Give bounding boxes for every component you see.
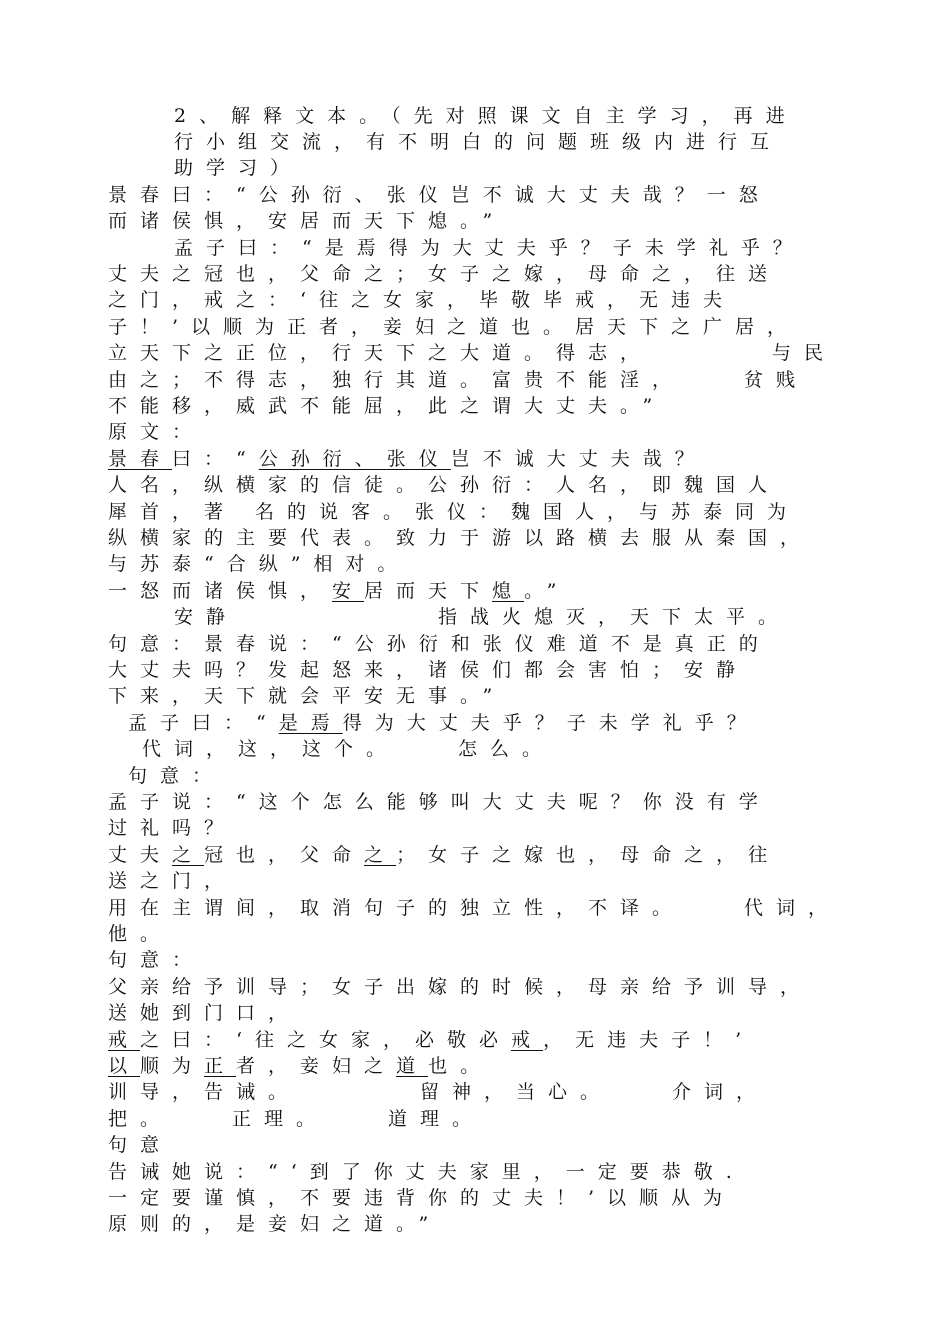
text-line: 戒之曰：‘往之女家，必敬必戒，无违夫子！’ [108,1029,755,1051]
text-line: 孟子曰：“是焉得为大丈夫乎？子未学礼乎？ [174,237,805,259]
text-line: 纵横家的主要代表。致力于游以路横去服从秦国， [108,527,813,549]
text-line: 大丈夫吗？发起怒来，诸侯们都会害怕；安静 [108,659,749,681]
text-line: 行小组交流，有不明白的问题班级内进行互 [174,131,783,153]
text-line: 与苏泰“合纵”相对。 [108,553,410,575]
text-line: 句意：景春说：“公孙衍和张仪难道不是真正的 [108,633,771,655]
text-line: 由之；不得志，独行其道。富贵不能淫， 贫贱 [108,369,809,391]
text-line: 人名，纵横家的信徒。公孙衍：人名，即魏国人 [108,474,781,496]
text-line: 告诫她说：“‘到了你丈夫家里，一定要恭敬. [108,1161,745,1183]
text-line: 景春曰：“公孙衍、张仪岂不诚大丈夫哉？一怒 [108,184,771,206]
text-line: 句意 [108,1134,173,1156]
text-line: 安静 指战火熄灭，天下太平。 [174,606,791,628]
text-line: 送之门， [108,870,237,892]
text-line: 把。 正理。 道理。 [108,1108,485,1130]
text-line: 父亲给予训导；女子出嫁的时候，母亲给予训导， [108,976,813,998]
text-line: 助学习） [174,157,303,179]
text-line: 之门，戒之：‘往之女家，毕敬毕戒，无违夫 [108,289,736,311]
text-line: 子！’以顺为正者，妾妇之道也。居天下之广居， [108,316,800,338]
text-line: 立天下之正位，行天下之大道。得志， 与民 [108,342,837,364]
text-line: 丈夫之冠也，父命之；女子之嫁也，母命之，往 [108,844,781,866]
text-line: 原则的，是妾妇之道。” [108,1213,442,1235]
text-line: 他。 [108,923,173,945]
text-line: 景春曰：“公孙衍、张仪岂不诚大丈夫哉？ [108,448,707,470]
text-line: 用在主谓间，取消句子的独立性，不译。 代词， [108,897,841,919]
text-line: 原文： [108,421,205,443]
text-line: 句意： [128,765,225,787]
text-line: 丈夫之冠也，父命之；女子之嫁，母命之，往送 [108,263,781,285]
text-line: 过礼吗？ [108,817,237,839]
text-line: 一怒而诸侯惧，安居而天下熄。” [108,580,570,602]
text-line: 而诸侯惧，安居而天下熄。” [108,210,506,232]
text-line: 代词，这，这个。 怎么。 [142,738,555,760]
text-line: 孟子说：“这个怎么能够叫大丈夫呢？你没有学 [108,791,771,813]
text-line: 不能移，威武不能屈，此之谓大丈夫。” [108,395,666,417]
text-line: 一定要谨慎，不要违背你的丈夫！’以顺从为 [108,1187,736,1209]
text-line: 句意： [108,949,205,971]
text-line: 2、解释文本。（先对照课文自主学习，再进 [174,105,798,127]
text-line: 犀首，著 名的说客。张仪：魏国人，与苏泰同为 [108,501,800,523]
text-line: 送她到门口， [108,1002,301,1024]
text-line: 孟子曰：“是焉得为大丈夫乎？子未学礼乎？ [128,712,759,734]
text-line: 下来，天下就会平安无事。” [108,685,506,707]
text-line: 以顺为正者，妾妇之道也。 [108,1055,493,1077]
text-line: 训导，告诫。 留神，当心。 介词， [108,1081,769,1103]
